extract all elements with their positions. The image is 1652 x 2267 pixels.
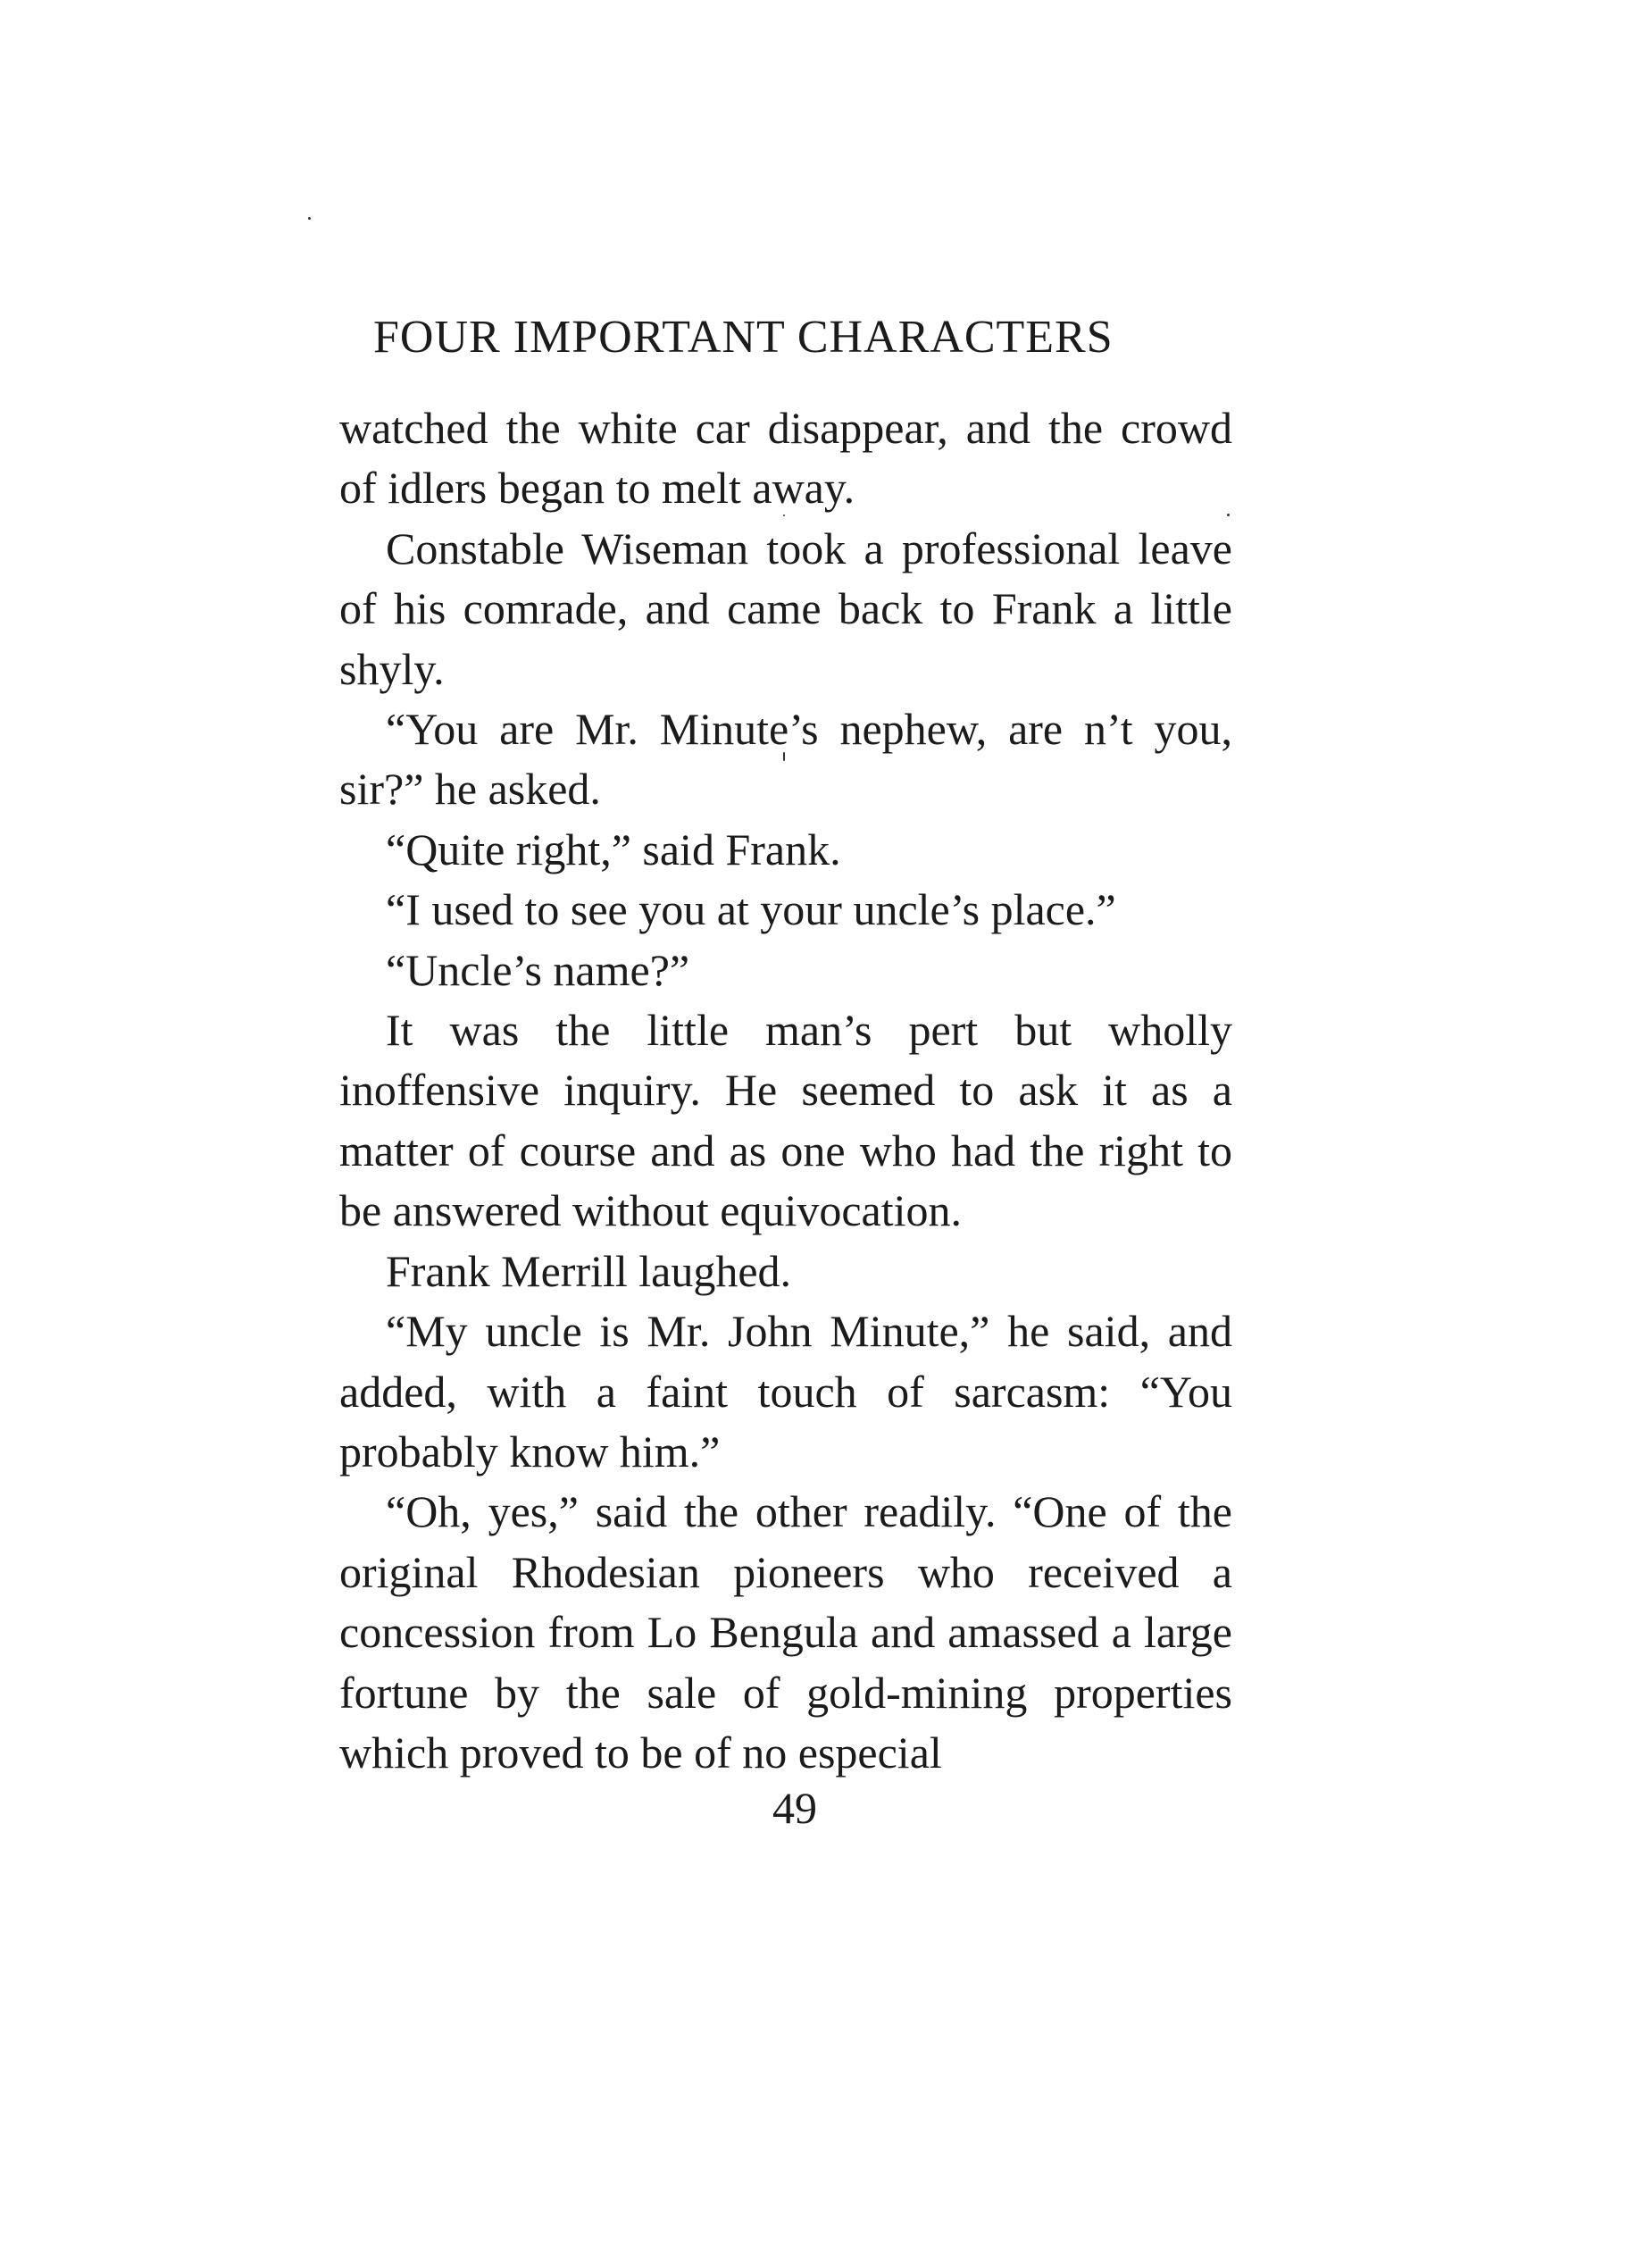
paragraph: It was the little man’s pert but wholly inoffensive inquiry. He seemed to ask it as a matter of course and as one who had the right to be answered without equivocation. xyxy=(339,1005,1232,1236)
paragraph: watched the white car disappear, and the crowd of idlers began to melt away. xyxy=(339,403,1232,514)
page-number: 49 xyxy=(772,1783,817,1833)
paragraph: “Oh, yes,” said the other readily. “One of the original Rhodesian pioneers who received a concession from Lo Bengula and amassed a large fortune by the sale of gold-mining properties which proved to be of no especial xyxy=(339,1486,1232,1778)
body-text xyxy=(339,398,1232,1783)
running-head: FOUR IMPORTANT CHARACTERS xyxy=(373,312,1114,363)
paragraph: “Quite right,” said Frank. xyxy=(386,824,841,874)
paragraph: “Uncle’s name?” xyxy=(386,944,690,995)
paragraph: “My uncle is Mr. John Minute,” he said, and added, with a faint touch of sarcasm: “You probably know him.” xyxy=(339,1306,1232,1476)
paragraph: “I used to see you at your uncle’s place.” xyxy=(386,884,1116,935)
paragraph: Constable Wiseman took a professional leave of his comrade, and came back to Frank a little shyly. xyxy=(339,523,1232,694)
paragraph: Frank Merrill laughed. xyxy=(386,1245,792,1296)
scan-speck xyxy=(308,217,311,220)
paragraph: “You are Mr. Minute’s nephew, are n’t you, sir?” he asked. xyxy=(339,704,1232,815)
